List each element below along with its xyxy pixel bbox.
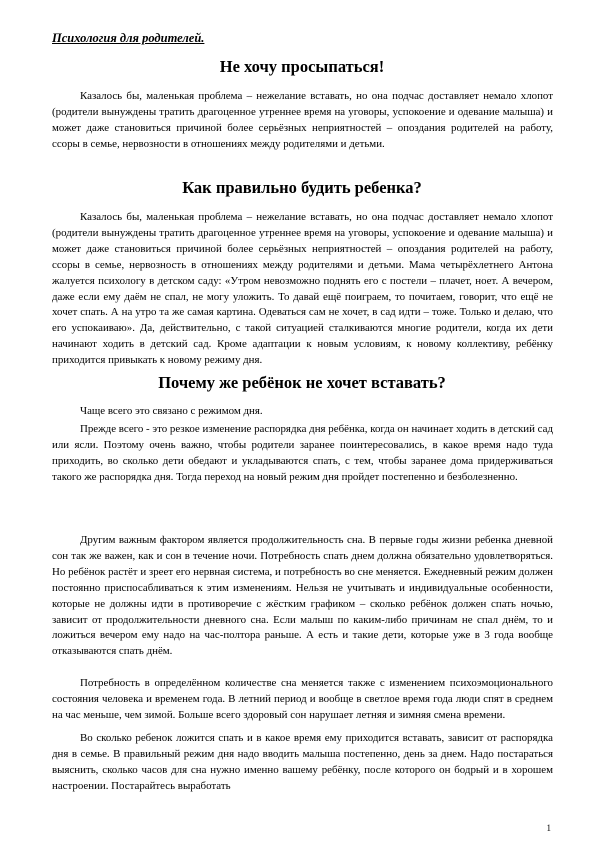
section-header-label: Психология для родителей. (52, 31, 205, 45)
section-heading: Почему же ребёнок не хочет вставать? (158, 373, 446, 392)
section-heading: Как правильно будить ребенка? (182, 178, 422, 197)
page-number: 1 (546, 823, 551, 833)
paragraph: Чаще всего это связано с режимом дня. (80, 405, 263, 417)
article-title: Не хочу просыпаться! (219, 57, 385, 76)
paragraph: Казалось бы, маленькая проблема – нежелание вставать, но она подчас доставляет немало хлопот (родители вынуждены тратить драгоценное утреннее время на уговоры, успокоение и одевание малыша) и может даже становиться причиной более серьёзных неприятностей – опоздания родителей на работу, ссоры в семье, нервозность в отношениях между родителями и детьми. Мама четырёхлетнего Антона жалуется психологу в детском саду: «Утром невозможно поднять его с постели – плачет, ноет. А вечером, даже если ему даём не спал, не могу уложить. То давай ещё поиграем, то почитаем, говорит, что ещё не хочет спать. А на утро та же самая картина. Одеваться сам не хочет, в сад идти – тоже. Только и делаю, что его успокаиваю». Да, действительно, с такой ситуацией сталкиваются многие родители, когда их дети начинают ходить в детский сад. Кроме адаптации к новым условиям, к новому коллективу, ребёнку приходится привыкать к новому режиму дня. (52, 211, 553, 367)
paragraph: Другим важным фактором является продолжительность сна. В первые годы жизни ребенка дневной сон так же важен, как и сон в течение ночи. Потребность спать днем должна обязательно удовлетворяться. Но ребёнок растёт и зреет его нервная система, и потребность во сне меняется. Ежедневный режим должен постоянно приспосабливаться к этим изменениям. Нельзя не учитывать и индивидуальные особенности, которые не должны идти в противоречие с жёстким графиком – сколько ребёнок должен спать ночью, зависит от продолжительности дневного сна. Если малыш по каким-либо причинам не спал днём, то и ложиться вечером ему надо на час-полтора раньше. А есть и такие дети, которые уже в 3 года вообще отказываются спать днём. (52, 534, 553, 658)
paragraph: Казалось бы, маленькая проблема – нежелание вставать, но она подчас доставляет немало хлопот (родители вынуждены тратить драгоценное утреннее время на уговоры, успокоение и одевание малыша) и может даже становиться причиной более серьёзных неприятностей – опоздания родителей на работу, ссоры в семье, нервозности в отношениях между родителями и детьми. (52, 90, 553, 150)
paragraph: Потребность в определённом количестве сна меняется также с изменением психоэмоционального состояния человека и временем года. В летний период и вообще в светлое время года люди спят в среднем на час меньше, чем зимой. Больше всего здоровый сон нарушает летняя и зимняя смена времени. (52, 677, 553, 721)
paragraph: Прежде всего - это резкое изменение распорядка дня ребёнка, когда он начинает ходить в детский сад или ясли. Поэтому очень важно, чтобы родители заранее поинтересовались, в какое время надо туда приходить, во сколько дети обедают и укладываются спать, с тем, чтобы заранее дома придерживаться такого же распорядка дня. Тогда переход на новый режим дня пройдет постепенно и безболезненно. (52, 423, 553, 483)
paragraph: Во сколько ребенок ложится спать и в какое время ему приходится вставать, зависит от распорядка дня в семье. В правильный режим дня надо вводить малыша постепенно, день за днем. Надо постараться выяснить, сколько часов для сна нужно именно вашему ребёнку, после которого он бодрый и в хорошем настроении. Постарайтесь выработать (52, 732, 553, 792)
